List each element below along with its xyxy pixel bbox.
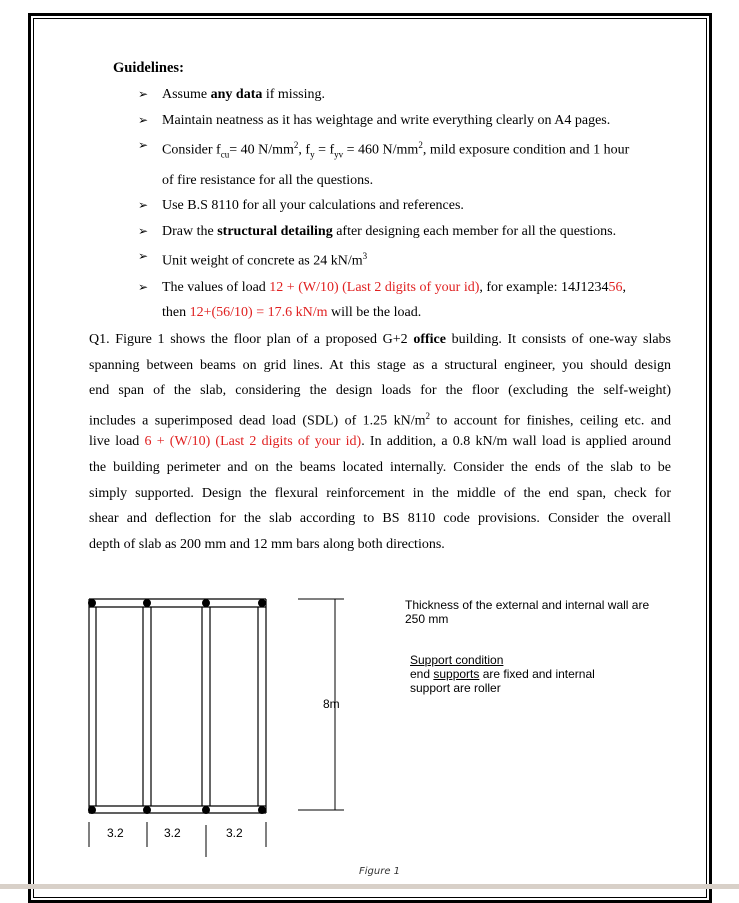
arrow-bullet-icon: ➢ [138,87,149,101]
q1-line: Q1. Figure 1 shows the floor plan of a proposed G+2 office building. It consists of one-way slabs [89,332,672,347]
arrow-bullet-icon: ➢ [138,249,149,264]
span-label: 3.2 [107,826,124,840]
list-item-continuation: then 12+(56/10) = 17.6 kN/m will be the load. [162,305,422,321]
span-label: 3.2 [164,826,181,840]
arrow-bullet-icon: ➢ [138,198,149,213]
wall-thickness-note: Thickness of the external and internal wall are 250 mm [405,598,650,626]
q1-line: depth of slab as 200 mm and 12 mm bars along both directions. [89,536,445,552]
arrow-bullet-icon: ➢ [138,112,149,127]
q1-line: end span of the slab, considering the design loads for the floor (excluding the self-weight) [89,383,671,399]
column-node [202,806,210,814]
column-node [143,806,151,814]
list-item: ➢ Assume any data if missing. [138,82,629,108]
list-item: ➢ Unit weight of concrete as 24 $kN/m^3$ [138,244,629,274]
column-node [258,806,266,814]
list-item: ➢ Maintain neatness as it has weightage and write everything clearly on A4 pages. [138,108,629,134]
list-item: ➢ Consider $f_{cu}= 40$ $N/mm^2$, $f_y = f_{yv} = 460$ $N/mm^2$, mild exposure condition and 1 hour [138,133,629,168]
q1-line: includes a superimposed dead load (SDL) of 1.25 $kN/m^2$ to account for finishes, ceiling etc. and [89,410,671,429]
list-item: ➢ Use B.S 8110 for all your calculations and references. [138,193,629,219]
list-item: ➢ The values of load 12 + (W/10) (Last 2 digits of your id), for example: 14J123456, [138,275,629,301]
arrow-bullet-icon: ➢ [138,223,149,238]
arrow-bullet-icon: ➢ [138,279,149,294]
column-node [202,599,210,607]
support-condition-note: Support condition end supports are fixed and internal support are roller [410,653,595,695]
q1-line: live load 6 + (W/10) (Last 2 digits of your id). In addition, a 0.8 kN/m wall load is applied around [89,434,671,450]
figure-caption: Figure 1 [359,866,401,877]
list-item: ➢ Draw the structural detailing after designing each member for all the questions. [138,219,629,245]
guidelines-heading: Guidelines: [113,60,184,76]
arrow-bullet-icon: ➢ [138,138,149,152]
height-label: 8m [323,697,340,711]
column-node [88,599,96,607]
list-item-continuation: of fire resistance for all the questions. [162,172,374,188]
q1-line: simply supported. Design the flexural reinforcement in the middle of the end span, check for [89,485,671,501]
page-bottom-edge [0,884,739,889]
column-node [258,599,266,607]
q1-line: spanning between beams on grid lines. At this stage as a structural engineer, you should design [89,357,671,373]
column-node [88,806,96,814]
q1-line: shear and deflection for the slab according to BS 8110 code provisions. Consider the overall [89,511,671,527]
q1-line: the building perimeter and on the beams located internally. Consider the ends of the slab to be [89,459,671,475]
column-node [143,599,151,607]
span-label: 3.2 [226,826,243,840]
